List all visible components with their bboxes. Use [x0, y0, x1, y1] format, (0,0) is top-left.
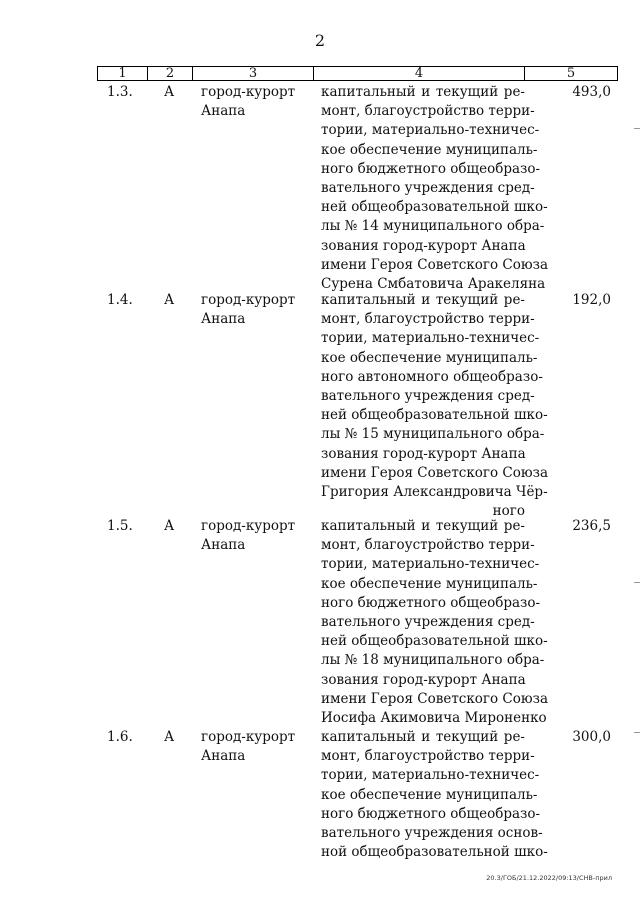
row-description-line: лы № 14 муниципального обра- — [321, 218, 545, 235]
row-description-line: зования город-курорт Анапа — [321, 671, 526, 688]
row-description-line: Григория Александровича Чёр- — [321, 483, 548, 500]
page-number: 2 — [314, 31, 326, 50]
row-place — [201, 517, 311, 555]
row-description-line: кое обеспечение муниципаль- — [321, 786, 538, 803]
row-description-line: ной общеобразовательной шко- — [321, 844, 548, 861]
row-place-line: Анапа — [201, 311, 246, 328]
row-description-line: тории, материально-техничес- — [321, 330, 540, 347]
row-description-line: тории, материально-техничес- — [321, 122, 540, 139]
row-number: 1.3. — [107, 84, 133, 100]
row-place-line: город-курорт — [201, 729, 296, 745]
row-place-line: Анапа — [201, 103, 246, 120]
row-description-line: вательного учреждения сред- — [321, 387, 535, 404]
row-description-line: монт, благоустройство терри- — [321, 748, 535, 765]
row-description-line: лы № 15 муниципального обра- — [321, 426, 545, 443]
row-number: 1.4. — [107, 292, 133, 308]
row-description-line: ного — [492, 503, 525, 520]
row-description-line: имени Героя Советского Союза — [321, 464, 549, 481]
row-description-line: тории, материально-техничес- — [321, 767, 540, 784]
row-description-line: лы № 18 муниципального обра- — [321, 652, 545, 669]
row-place-line: Анапа — [201, 537, 246, 554]
row-description — [321, 291, 549, 521]
row-category: А — [164, 518, 175, 534]
header-col-2: 2 — [147, 67, 192, 80]
row-category: А — [164, 84, 175, 100]
row-place — [201, 728, 311, 766]
row-description-line: ней общеобразовательной шко- — [321, 199, 548, 216]
header-col-3: 3 — [192, 67, 313, 80]
row-description-line: монт, благоустройство терри- — [321, 103, 535, 120]
row-description-line: ней общеобразовательной шко- — [321, 407, 548, 424]
scan-mark — [634, 128, 640, 129]
row-description-line: ного бюджетного общеобразо- — [321, 805, 541, 822]
row-place — [201, 83, 311, 121]
row-description-line: зования город-курорт Анапа — [321, 237, 526, 254]
row-description-line: Иосифа Акимовича Мироненко — [321, 709, 547, 726]
row-amount: 300,0 — [572, 729, 611, 745]
row-place-line: город-курорт — [201, 518, 296, 534]
row-amount: 493,0 — [572, 84, 611, 100]
document-code: 20.3/ГОБ/21.12.2022/09:13/СНВ-прил — [486, 874, 612, 882]
row-description-line: ного бюджетного общеобразо- — [321, 160, 541, 177]
scan-mark — [634, 732, 640, 733]
row-description-line: вательного учреждения сред- — [321, 613, 535, 630]
row-number: 1.5. — [107, 518, 133, 534]
row-description-line: тории, материально-техничес- — [321, 556, 540, 573]
row-category: А — [164, 292, 175, 308]
row-description-line: кое обеспечение муниципаль- — [321, 349, 538, 366]
row-description — [321, 728, 548, 862]
row-place-line: город-курорт — [201, 84, 296, 100]
row-description-line: кое обеспечение муниципаль- — [321, 141, 538, 158]
row-description-line: капитальный и текущий ре- — [321, 729, 525, 745]
row-description-line: монт, благоустройство терри- — [321, 537, 535, 554]
row-description-line: кое обеспечение муниципаль- — [321, 575, 538, 592]
row-number: 1.6. — [107, 729, 133, 745]
row-amount: 236,5 — [572, 518, 611, 534]
row-description-line: ного автономного общеобразо- — [321, 368, 543, 385]
row-description-line: монт, благоустройство терри- — [321, 311, 535, 328]
row-description-line: имени Героя Советского Союза — [321, 690, 549, 707]
row-description-line: вательного учреждения основ- — [321, 824, 543, 841]
row-description — [321, 83, 549, 294]
row-description-line: вательного учреждения сред- — [321, 179, 535, 196]
scan-mark — [634, 582, 640, 583]
row-amount: 192,0 — [572, 292, 611, 308]
row-description-line: капитальный и текущий ре- — [321, 518, 525, 534]
header-col-1: 1 — [118, 66, 127, 81]
row-description-line: ней общеобразовательной шко- — [321, 633, 548, 650]
row-description — [321, 517, 549, 728]
row-description-line: капитальный и текущий ре- — [321, 84, 525, 100]
row-place — [201, 291, 311, 329]
header-col-5: 5 — [524, 67, 617, 80]
header-col-4: 4 — [313, 67, 524, 80]
row-description-line: имени Героя Советского Союза — [321, 256, 549, 273]
table-header — [97, 66, 618, 81]
row-description-line: ного бюджетного общеобразо- — [321, 594, 541, 611]
row-description-line: Сурена Смбатовича Аракеляна — [321, 275, 546, 292]
row-place-line: город-курорт — [201, 292, 296, 308]
row-category: А — [164, 729, 175, 745]
row-description-line: зования город-курорт Анапа — [321, 445, 526, 462]
row-place-line: Анапа — [201, 748, 246, 765]
row-description-line: капитальный и текущий ре- — [321, 292, 525, 308]
